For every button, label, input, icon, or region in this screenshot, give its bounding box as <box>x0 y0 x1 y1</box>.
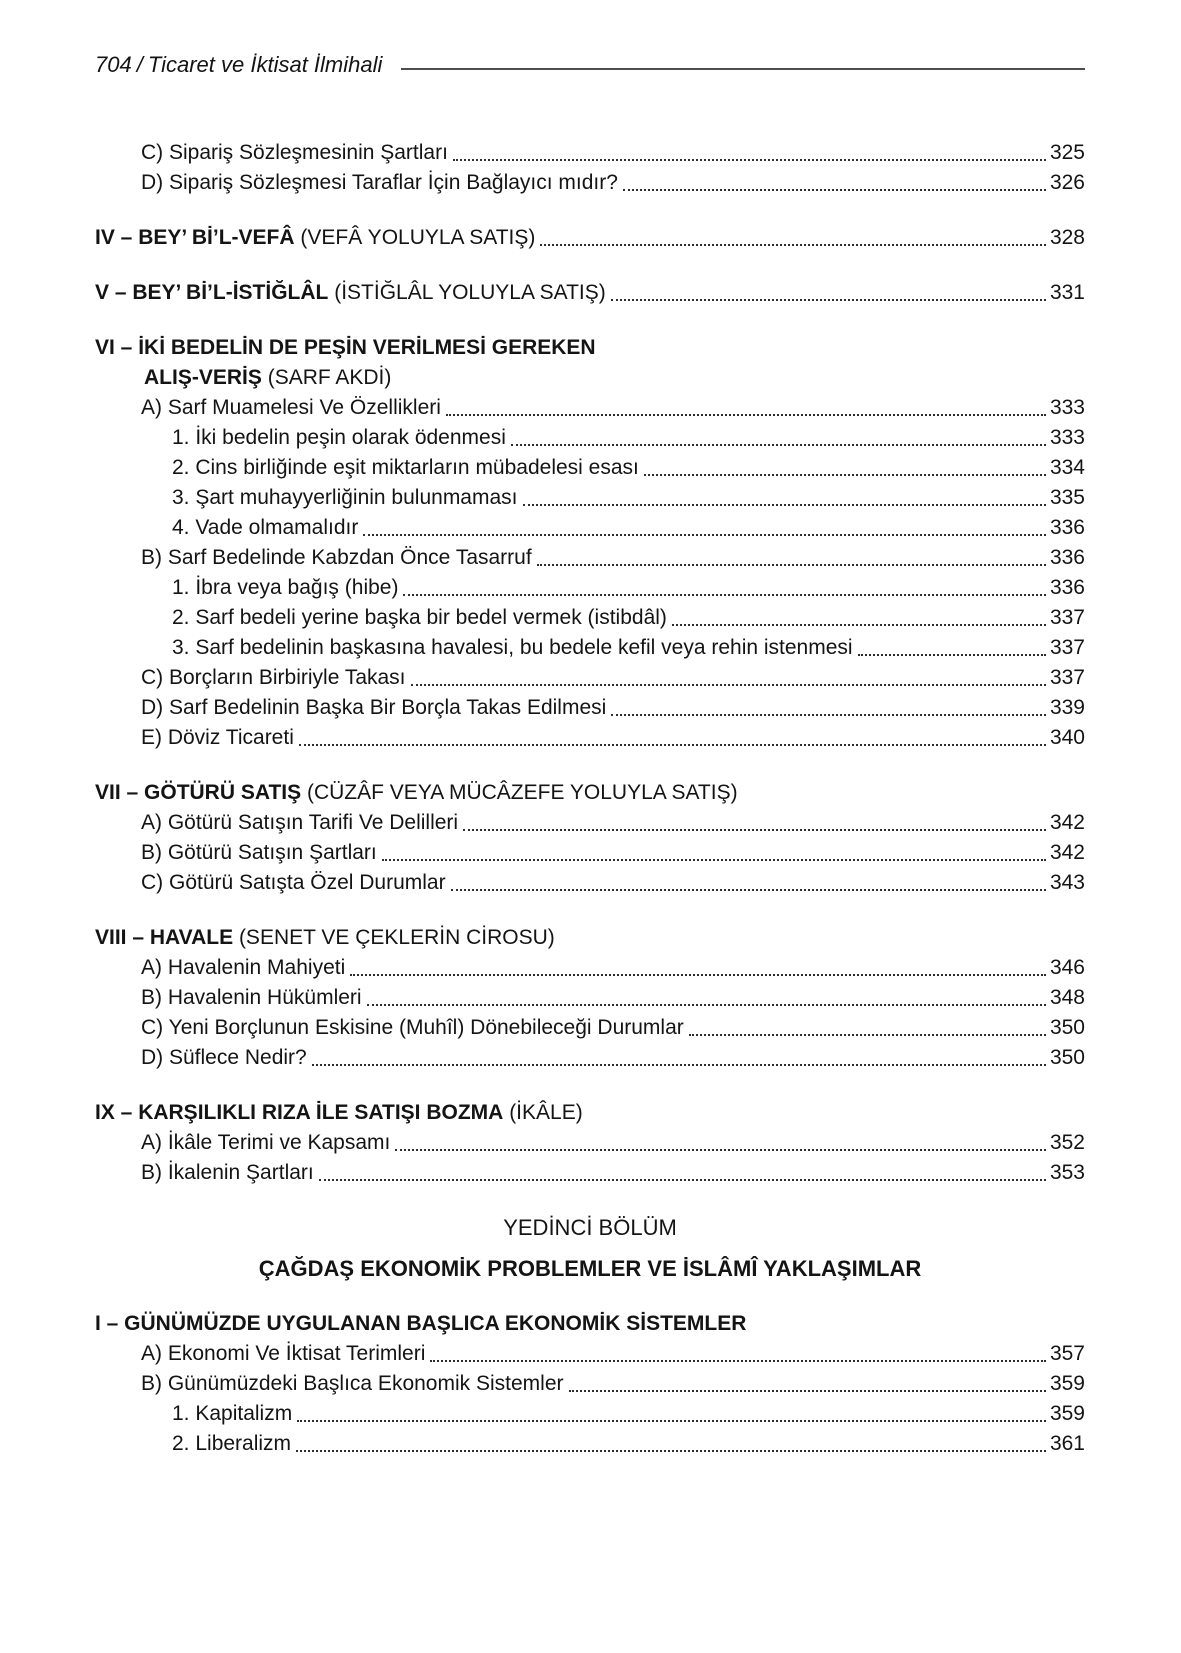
entry-label: A) Sarf Muamelesi Ve Özellikleri <box>141 396 441 419</box>
entry-label: 1. İki bedelin peşin olarak ödenmesi <box>172 426 506 449</box>
dot-leader <box>363 513 1046 536</box>
entry-bold-label: ÇAĞDAŞ EKONOMİK PROBLEMLER VE İSLÂMÎ YAKLAŞIMLAR <box>258 1256 922 1281</box>
entry-label: A) Götürü Satışın Tarifi Ve Delilleri <box>141 811 459 834</box>
toc-entry <box>95 778 1085 808</box>
dot-leader <box>523 483 1046 506</box>
entry-page-number: 342 <box>1049 811 1085 834</box>
toc-entry <box>95 543 1085 573</box>
entry-label: A) Havalenin Mahiyeti <box>141 956 346 979</box>
entry-label: C) Yeni Borçlunun Eskisine (Muhîl) Dönebileceği Durumlar <box>141 1016 684 1039</box>
dot-leader <box>611 693 1046 716</box>
entry-label: YEDİNCİ BÖLÜM <box>503 1215 677 1240</box>
entry-label: (İSTİĞLÂL YOLUYLA SATIŞ) <box>328 281 606 304</box>
toc-entry <box>95 1128 1085 1158</box>
toc-entry <box>95 1399 1085 1429</box>
entry-label: D) Sarf Bedelinin Başka Bir Borçla Takas Edilmesi <box>141 696 607 719</box>
entry-label: B) Günümüzdeki Başlıca Ekonomik Sistemler <box>141 1372 564 1395</box>
dot-leader <box>689 1013 1046 1036</box>
entry-bold-label: I – GÜNÜMÜZDE UYGULANAN BAŞLICA EKONOMİK SİSTEMLER <box>95 1312 747 1335</box>
toc-entry <box>95 333 1085 363</box>
header-rule <box>401 68 1085 70</box>
toc-entry <box>95 1213 1085 1243</box>
dot-leader <box>367 983 1046 1006</box>
toc-entry <box>95 483 1085 513</box>
toc-entry <box>95 453 1085 483</box>
toc-entry <box>95 868 1085 898</box>
entry-page-number: 325 <box>1049 141 1085 164</box>
entry-page-number: 337 <box>1049 666 1085 689</box>
toc-entry <box>95 953 1085 983</box>
entry-label: D) Sipariş Sözleşmesi Taraflar İçin Bağlayıcı mıdır? <box>141 171 618 194</box>
entry-page-number: 339 <box>1049 696 1085 719</box>
entry-label: B) Götürü Satışın Şartları <box>141 841 377 864</box>
entry-page-number: 333 <box>1049 426 1085 449</box>
entry-page-number: 340 <box>1049 726 1085 749</box>
dot-leader <box>403 573 1045 596</box>
dot-leader <box>446 393 1046 416</box>
entry-page-number: 342 <box>1049 841 1085 864</box>
entry-label: 2. Liberalizm <box>172 1432 292 1455</box>
entry-bold-label: VIII – HAVALE <box>95 926 234 949</box>
entry-page-number: 333 <box>1049 396 1085 419</box>
entry-label: C) Borçların Birbiriyle Takası <box>141 666 406 689</box>
entry-label: A) İkâle Terimi ve Kapsamı <box>141 1131 391 1154</box>
entry-label: (İKÂLE) <box>503 1101 583 1124</box>
entry-bold-label: V – BEY’ Bİ’L-İSTİĞLÂL <box>95 281 329 304</box>
entry-label: B) Sarf Bedelinde Kabzdan Önce Tasarruf <box>141 546 532 569</box>
entry-page-number: 353 <box>1049 1161 1085 1184</box>
entry-label: E) Döviz Ticareti <box>141 726 294 749</box>
dot-leader <box>297 1399 1046 1422</box>
entry-page-number: 337 <box>1049 606 1085 629</box>
entry-bold-label: IV – BEY’ Bİ’L-VEFÂ <box>95 226 295 249</box>
entry-label: (CÜZÂF VEYA MÜCÂZEFE YOLUYLA SATIŞ) <box>301 781 738 804</box>
toc-entry <box>95 1369 1085 1399</box>
entry-label: (SENET VE ÇEKLERİN CİROSU) <box>233 926 555 949</box>
dot-leader <box>350 953 1046 976</box>
entry-label: 3. Şart muhayyerliğinin bulunmaması <box>172 486 518 509</box>
toc-entry <box>95 723 1085 753</box>
dot-leader <box>611 278 1046 301</box>
toc-entry <box>95 1254 1085 1284</box>
entry-label: D) Süflece Nedir? <box>141 1046 307 1069</box>
entry-page-number: 335 <box>1049 486 1085 509</box>
dot-leader <box>569 1369 1046 1392</box>
entry-bold-label: ALIŞ-VERİŞ <box>144 366 262 389</box>
dot-leader <box>463 808 1046 831</box>
toc-entry <box>95 168 1085 198</box>
toc-entry <box>95 393 1085 423</box>
dot-leader <box>395 1128 1046 1151</box>
entry-label: B) İkalenin Şartları <box>141 1161 314 1184</box>
entry-page-number: 350 <box>1049 1046 1085 1069</box>
entry-page-number: 359 <box>1049 1402 1085 1425</box>
entry-page-number: 331 <box>1049 281 1085 304</box>
toc-entry <box>95 923 1085 953</box>
dot-leader <box>623 168 1046 191</box>
toc-entry <box>95 983 1085 1013</box>
toc-entry <box>95 573 1085 603</box>
entry-label: 2. Sarf bedeli yerine başka bir bedel vermek (istibdâl) <box>172 606 667 629</box>
entry-page-number: 326 <box>1049 171 1085 194</box>
entry-label: 2. Cins birliğinde eşit miktarların mübadelesi esası <box>172 456 639 479</box>
toc-entry <box>95 1429 1085 1459</box>
dot-leader <box>644 453 1046 476</box>
entry-page-number: 346 <box>1049 956 1085 979</box>
toc-entry <box>95 223 1085 253</box>
toc-entry <box>95 1098 1085 1128</box>
entry-page-number: 361 <box>1049 1432 1085 1455</box>
toc-entry <box>95 838 1085 868</box>
entry-page-number: 328 <box>1049 226 1085 249</box>
entry-label: A) Ekonomi Ve İktisat Terimleri <box>141 1342 426 1365</box>
dot-leader <box>430 1339 1046 1362</box>
toc-entry <box>95 423 1085 453</box>
toc-entry <box>95 1339 1085 1369</box>
dot-leader <box>540 223 1046 246</box>
entry-page-number: 352 <box>1049 1131 1085 1154</box>
header-separator: / <box>136 52 143 77</box>
dot-leader <box>672 603 1046 626</box>
entry-page-number: 359 <box>1049 1372 1085 1395</box>
book-title: Ticaret ve İktisat İlmihali <box>147 52 383 77</box>
dot-leader <box>537 543 1046 566</box>
toc-entry <box>95 1158 1085 1188</box>
entry-page-number: 336 <box>1049 576 1085 599</box>
entry-label: (VEFÂ YOLUYLA SATIŞ) <box>294 226 536 249</box>
toc-list <box>95 138 1085 1459</box>
entry-label: C) Sipariş Sözleşmesinin Şartları <box>141 141 448 164</box>
entry-label: (SARF AKDİ) <box>261 366 392 389</box>
toc-entry <box>95 633 1085 663</box>
header-text <box>95 52 387 78</box>
toc-entry <box>95 513 1085 543</box>
entry-bold-label: VI – İKİ BEDELİN DE PEŞİN VERİLMESİ GEREKEN <box>95 336 596 359</box>
dot-leader <box>382 838 1046 861</box>
entry-page-number: 334 <box>1049 456 1085 479</box>
dot-leader <box>451 868 1046 891</box>
toc-entry <box>95 138 1085 168</box>
entry-page-number: 343 <box>1049 871 1085 894</box>
toc-entry <box>95 363 1085 393</box>
entry-page-number: 337 <box>1049 636 1085 659</box>
entry-label: C) Götürü Satışta Özel Durumlar <box>141 871 446 894</box>
entry-page-number: 350 <box>1049 1016 1085 1039</box>
toc-entry <box>95 693 1085 723</box>
toc-entry <box>95 603 1085 633</box>
entry-label: 3. Sarf bedelinin başkasına havalesi, bu bedele kefil veya rehin istenmesi <box>172 636 853 659</box>
entry-page-number: 336 <box>1049 516 1085 539</box>
dot-leader <box>411 663 1046 686</box>
toc-entry <box>95 663 1085 693</box>
dot-leader <box>511 423 1046 446</box>
entry-page-number: 336 <box>1049 546 1085 569</box>
dot-leader <box>319 1158 1046 1181</box>
entry-bold-label: IX – KARŞILIKLI RIZA İLE SATIŞI BOZMA <box>95 1101 504 1124</box>
entry-page-number: 348 <box>1049 986 1085 1009</box>
entry-label: 1. Kapitalizm <box>172 1402 293 1425</box>
toc-entry <box>95 278 1085 308</box>
dot-leader <box>453 138 1046 161</box>
entry-page-number: 357 <box>1049 1342 1085 1365</box>
toc-entry <box>95 1013 1085 1043</box>
entry-label: 4. Vade olmamalıdır <box>172 516 359 539</box>
toc-entry <box>95 1043 1085 1073</box>
entry-label: 1. İbra veya bağış (hibe) <box>172 576 399 599</box>
page-header <box>95 52 1085 78</box>
toc-entry <box>95 1309 1085 1339</box>
entry-label: B) Havalenin Hükümleri <box>141 986 362 1009</box>
dot-leader <box>299 723 1046 746</box>
dot-leader <box>858 633 1046 656</box>
page-number: 704 <box>95 52 132 77</box>
dot-leader <box>312 1043 1046 1066</box>
dot-leader <box>296 1429 1046 1452</box>
entry-bold-label: VII – GÖTÜRÜ SATIŞ <box>95 781 302 804</box>
toc-entry <box>95 808 1085 838</box>
